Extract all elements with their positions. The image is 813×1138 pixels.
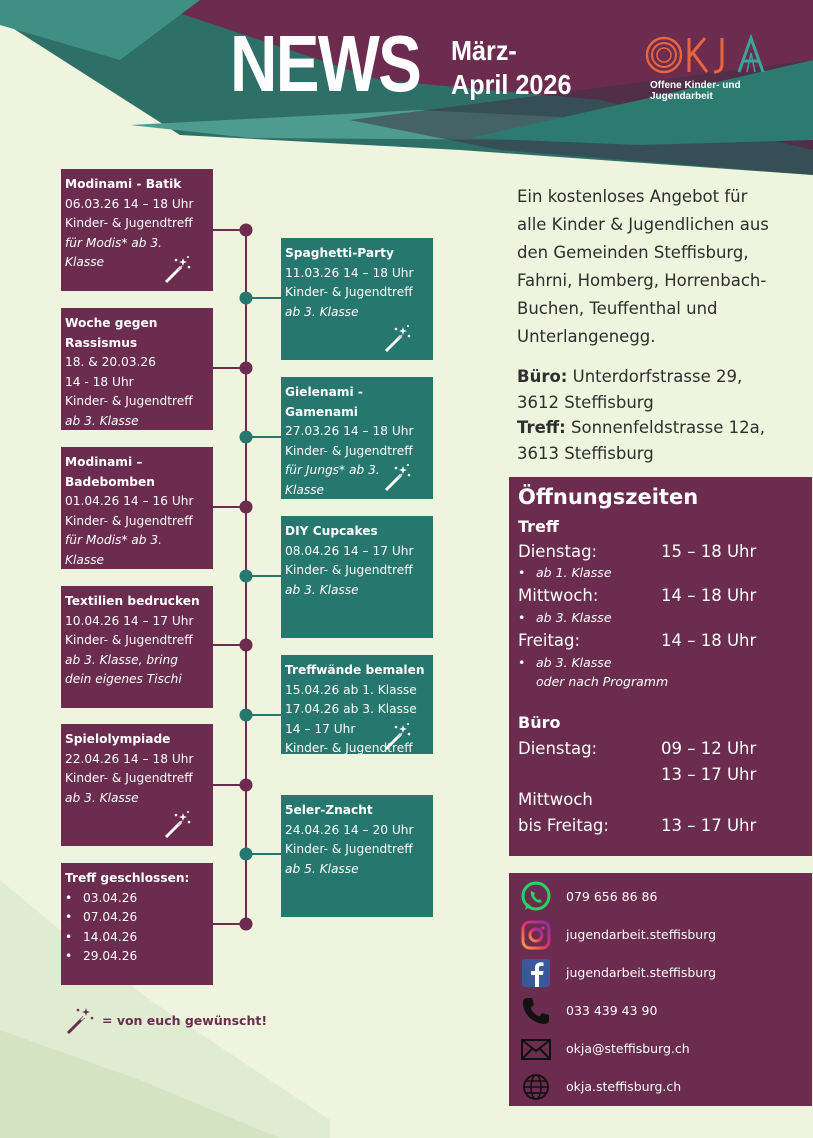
event-title: Rassismus <box>65 335 138 350</box>
event-audience: Klasse <box>285 482 325 497</box>
event-title: Modinami – <box>65 455 143 469</box>
event-card <box>281 377 433 499</box>
hours-note: • ab 3. Klasse <box>518 610 612 625</box>
hours-time: 14 – 18 Uhr <box>661 631 757 650</box>
closed-date-text: 29.04.26 <box>83 949 138 963</box>
event-title: Spielolympiade <box>65 732 171 746</box>
hours-note: • ab 3. Klasse <box>518 655 612 670</box>
legend-text: = von euch gewünscht! <box>102 1013 268 1028</box>
magic-wand-icon <box>383 324 411 354</box>
contact-website[interactable] <box>519 1070 809 1106</box>
opening-hours-box <box>509 477 812 856</box>
intro-line: den Gemeinden Steffisburg, <box>517 243 749 262</box>
event-detail: 01.04.26 14 – 16 Uhr <box>65 494 194 508</box>
issue-date-line2: April 2026 <box>451 69 572 100</box>
event-card <box>61 863 213 985</box>
hours-day: Mittwoch <box>518 790 593 809</box>
magic-wand-icon <box>163 810 191 840</box>
logo-subtitle-line1: Offene Kinder- und <box>650 80 741 91</box>
event-audience: ab 5. Klasse <box>285 861 359 876</box>
news-title: NEWS <box>230 19 421 108</box>
contact-whatsapp[interactable] <box>519 880 809 916</box>
closed-date <box>65 947 209 967</box>
event-card <box>281 516 433 638</box>
opening-hours-title: Öffnungszeiten <box>518 485 699 509</box>
event-card <box>61 724 213 846</box>
closed-date-text: 03.04.26 <box>83 890 138 905</box>
intro-text <box>517 183 807 351</box>
event-title: Modinami - Batik <box>65 177 182 191</box>
hours-time: 15 – 18 Uhr <box>661 542 757 561</box>
hours-note-text: ab 1. Klasse <box>536 565 612 580</box>
treff-city: 3613 Steffisburg <box>517 443 654 463</box>
buero-city: 3612 Steffisburg <box>517 392 654 412</box>
event-title: Textilien bedrucken <box>65 594 200 608</box>
event-audience: ab 3. Klasse <box>285 304 359 319</box>
event-title: Badebomben <box>65 474 155 489</box>
contact-mail[interactable] <box>519 1032 809 1068</box>
magic-wand-icon <box>163 255 191 285</box>
contact-phone[interactable] <box>519 994 809 1030</box>
buero-address <box>517 364 807 390</box>
event-audience: für Jungs* ab 3. <box>285 463 380 477</box>
intro-line: Buchen, Teuffenthal und <box>517 299 718 318</box>
event-detail: 15.04.26 ab 1. Klasse <box>285 682 417 697</box>
event-card <box>281 238 433 360</box>
mail-icon <box>519 1032 553 1066</box>
timeline-dot <box>240 709 253 722</box>
treff-address <box>517 415 807 441</box>
timeline-dot <box>240 501 253 514</box>
event-card <box>61 308 213 430</box>
event-title: Gamenami <box>285 404 358 419</box>
event-detail: 08.04.26 14 – 17 Uhr <box>285 543 414 558</box>
event-title: Spaghetti-Party <box>285 246 394 260</box>
event-audience: dein eigenes Tischi <box>65 672 182 686</box>
closed-date <box>65 928 209 948</box>
timeline-dot <box>240 431 253 444</box>
event-detail: Kinder- & Jugendtreff <box>65 771 193 785</box>
event-detail: Kinder- & Jugendtreff <box>285 741 413 755</box>
timeline-dot <box>240 362 253 375</box>
event-detail: 10.04.26 14 – 17 Uhr <box>65 613 194 628</box>
event-detail: Kinder- & Jugendtreff <box>65 216 193 230</box>
hours-note-extra: oder nach Programm <box>536 674 669 689</box>
facebook-icon <box>519 956 553 990</box>
bullet: • <box>65 910 73 924</box>
closed-date <box>65 908 209 928</box>
timeline-dot <box>240 779 253 792</box>
hours-note-text: ab 3. Klasse <box>536 655 612 670</box>
event-card <box>61 169 213 291</box>
event-title: DIY Cupcakes <box>285 524 378 538</box>
magic-wand-icon <box>383 463 411 493</box>
event-detail: 18. & 20.03.26 <box>65 355 156 369</box>
event-detail: Kinder- & Jugendtreff <box>65 394 193 408</box>
hours-day: Freitag: <box>518 631 581 650</box>
legend-wand-icon <box>64 1006 94 1036</box>
buero-street: Unterdorfstrasse 29, <box>567 367 743 386</box>
hours-day: Mittwoch: <box>518 586 599 605</box>
closed-date-text: 14.04.26 <box>83 929 138 944</box>
treff-street: Sonnenfeldstrasse 12a, <box>565 418 766 437</box>
event-title: Treffwände bemalen <box>285 663 425 677</box>
event-audience: ab 3. Klasse <box>65 790 139 805</box>
event-detail: 17.04.26 ab 3. Klasse <box>285 702 417 716</box>
contact-text: okja@steffisburg.ch <box>566 1041 690 1056</box>
hours-day: Dienstag: <box>518 542 598 561</box>
event-detail: 11.03.26 14 – 18 Uhr <box>285 265 414 280</box>
event-detail: Kinder- & Jugendtreff <box>285 285 413 299</box>
buero-label: Büro: <box>517 367 568 386</box>
event-title: Treff geschlossen: <box>65 871 190 885</box>
contact-box <box>509 873 812 1106</box>
bullet: • <box>65 949 73 963</box>
contact-text: okja.steffisburg.ch <box>566 1079 682 1094</box>
event-title: Woche gegen <box>65 316 158 330</box>
timeline-dot <box>240 570 253 583</box>
bullet: • <box>65 890 73 905</box>
hours-note: • ab 1. Klasse <box>518 565 612 580</box>
buero-hours-label: Büro <box>518 713 561 732</box>
treff-label: Treff: <box>517 418 566 437</box>
hours-day: Dienstag: <box>518 739 598 758</box>
logo-subtitle-line2: Jugendarbeit <box>650 91 713 102</box>
globe-icon <box>519 1070 553 1104</box>
event-detail: 27.03.26 14 – 18 Uhr <box>285 424 414 438</box>
event-detail: 14 – 17 Uhr <box>285 721 356 736</box>
whatsapp-icon <box>519 880 553 914</box>
event-card <box>61 586 213 708</box>
event-detail: 06.03.26 14 – 18 Uhr <box>65 196 194 211</box>
timeline-dot <box>240 848 253 861</box>
event-title: 5eler-Znacht <box>285 803 373 817</box>
bullet: • <box>65 929 73 944</box>
event-detail: 14 - 18 Uhr <box>65 374 134 389</box>
contact-instagram[interactable] <box>519 918 809 954</box>
event-card <box>61 447 213 569</box>
contact-text: jugendarbeit.steffisburg <box>566 927 717 942</box>
event-detail: 22.04.26 14 – 18 Uhr <box>65 751 194 766</box>
event-card <box>281 655 433 754</box>
event-detail: Kinder- & Jugendtreff <box>285 842 413 856</box>
event-detail: Kinder- & Jugendtreff <box>65 633 193 647</box>
closed-date <box>65 889 209 909</box>
contact-text: jugendarbeit.steffisburg <box>566 965 717 980</box>
magic-wand-icon <box>383 722 411 752</box>
event-audience: ab 3. Klasse, bring <box>65 652 178 667</box>
event-audience: Klasse <box>65 552 105 567</box>
timeline-dot <box>240 224 253 237</box>
issue-date-line1: März- <box>451 35 517 66</box>
contact-text: 079 656 86 86 <box>566 889 658 904</box>
contact-text: 033 439 43 90 <box>566 1003 658 1018</box>
instagram-icon <box>519 918 553 952</box>
intro-line: Fahrni, Homberg, Horrenbach- <box>517 271 767 290</box>
event-detail: 24.04.26 14 – 20 Uhr <box>285 822 414 837</box>
event-audience: Klasse <box>65 255 105 269</box>
event-audience: ab 3. Klasse <box>65 413 139 428</box>
event-detail: Kinder- & Jugendtreff <box>285 443 413 458</box>
timeline-dot <box>240 918 253 931</box>
hours-time: 13 – 17 Uhr <box>661 816 757 835</box>
event-audience: für Modis* ab 3. <box>65 533 163 547</box>
timeline-dot <box>240 292 253 305</box>
phone-icon <box>519 994 553 1028</box>
event-title: Gielenami - <box>285 385 363 399</box>
hours-day: bis Freitag: <box>518 816 609 835</box>
hours-time: 14 – 18 Uhr <box>661 586 757 605</box>
treff-hours-label: Treff <box>518 517 559 536</box>
intro-line: alle Kinder & Jugendlichen aus <box>517 215 769 234</box>
hours-note-text: ab 3. Klasse <box>536 610 612 625</box>
event-card <box>281 795 433 917</box>
intro-line: Ein kostenloses Angebot für <box>517 187 748 206</box>
hours-time: 13 – 17 Uhr <box>661 765 757 784</box>
event-detail: Kinder- & Jugendtreff <box>285 563 413 577</box>
event-audience: für Modis* ab 3. <box>65 235 163 250</box>
addresses <box>517 364 807 466</box>
intro-line: Unterlangenegg. <box>517 327 656 346</box>
timeline-dot <box>240 639 253 652</box>
contact-facebook[interactable] <box>519 956 809 992</box>
hours-time: 09 – 12 Uhr <box>661 739 757 758</box>
event-detail: Kinder- & Jugendtreff <box>65 513 193 528</box>
event-audience: ab 3. Klasse <box>285 582 359 597</box>
closed-date-text: 07.04.26 <box>83 910 138 924</box>
